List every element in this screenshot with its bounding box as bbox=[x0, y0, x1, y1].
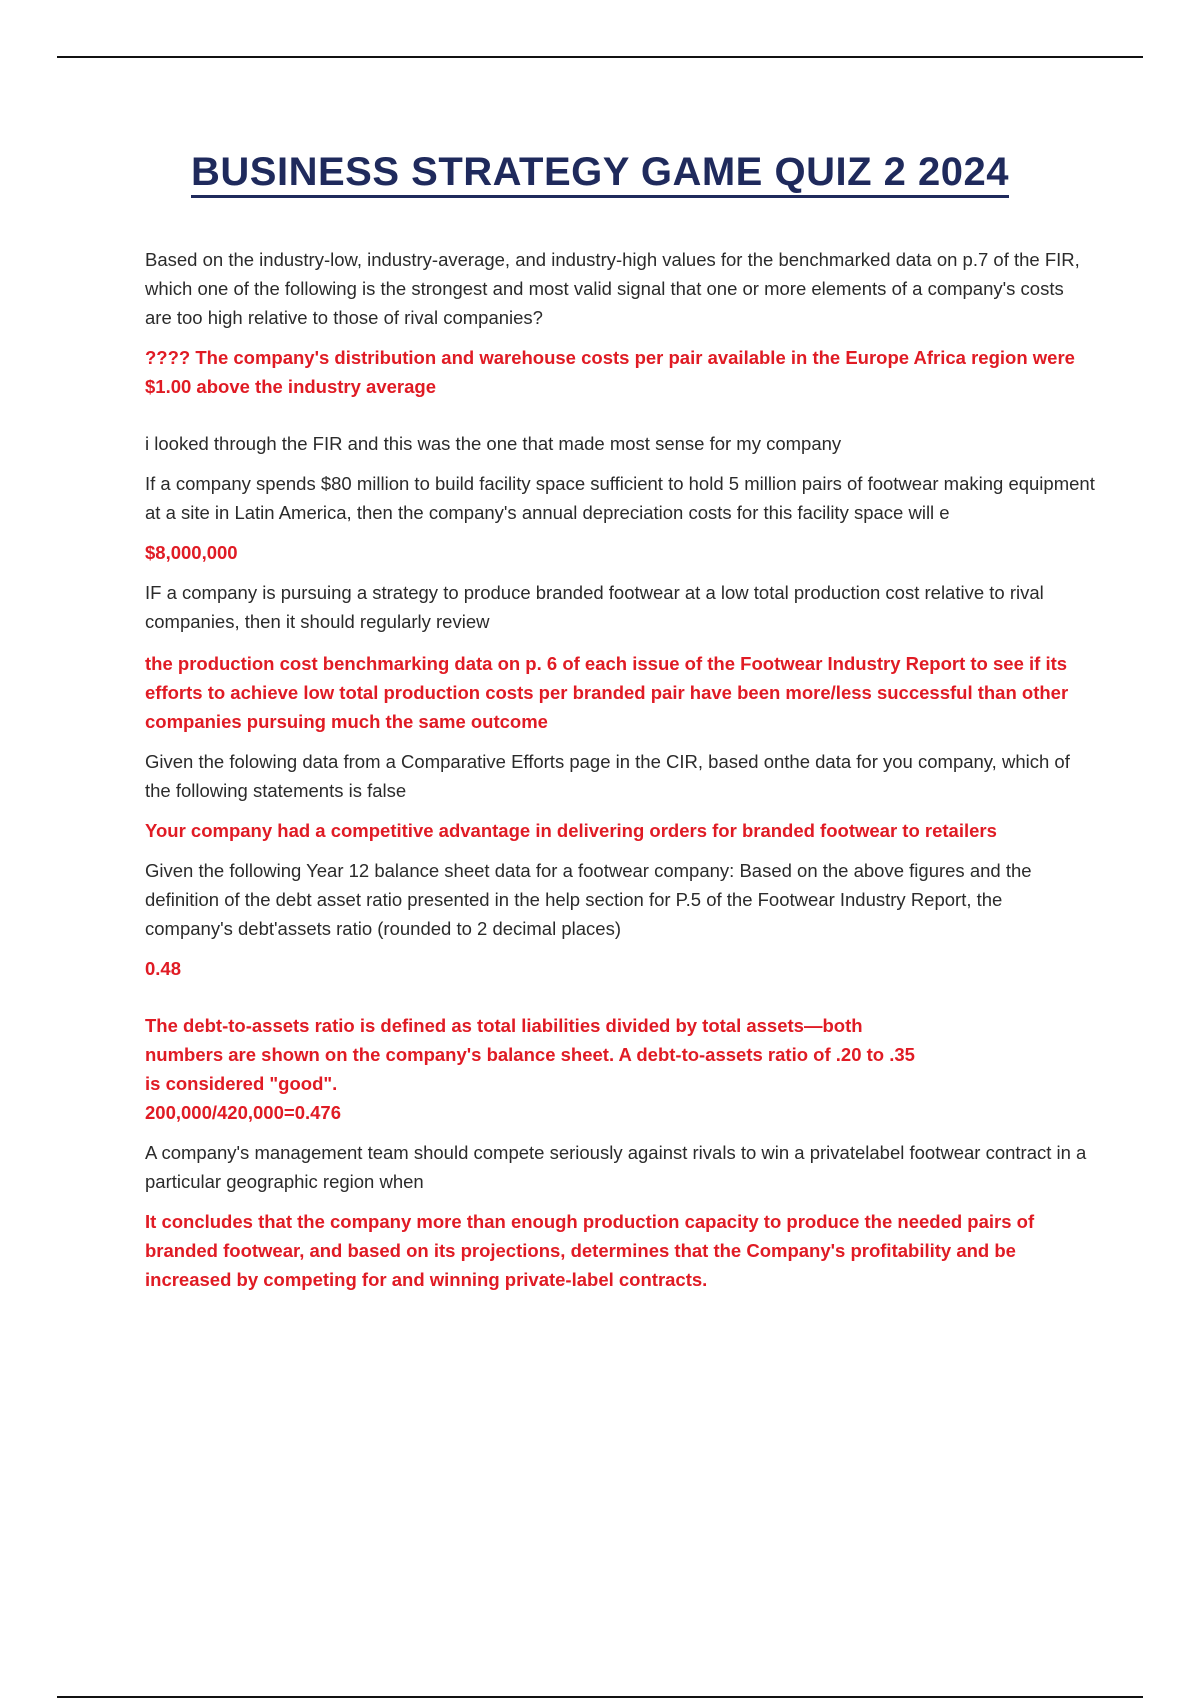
question-6: A company's management team should compete seriously against rivals to win a privatelabel footwear contract in a particular geographic region when bbox=[145, 1142, 1087, 1192]
explanation-5 bbox=[145, 1011, 1095, 1127]
explanation-line: The debt-to-assets ratio is defined as total liabilities divided by total assets—both bbox=[145, 1015, 863, 1036]
answer-1: ???? The company's distribution and warehouse costs per pair available in the Europe Africa region were $1.00 above the industry average bbox=[145, 347, 1075, 397]
question-3: IF a company is pursuing a strategy to produce branded footwear at a low total production cost relative to rival companies, then it should regularly review bbox=[145, 582, 1044, 632]
explanation-line: 200,000/420,000=0.476 bbox=[145, 1102, 341, 1123]
answer-5: 0.48 bbox=[145, 958, 182, 979]
top-rule bbox=[57, 56, 1143, 58]
explanation-line: numbers are shown on the company's balance sheet. A debt-to-assets ratio of .20 to .35 bbox=[145, 1044, 915, 1065]
answer-3: the production cost benchmarking data on p. 6 of each issue of the Footwear Industry Report to see if its efforts to achieve low total production costs per branded pair have been more/less successful than other companies pursuing much the same outcome bbox=[145, 653, 1069, 732]
question-5: Given the following Year 12 balance sheet data for a footwear company: Based on the above figures and the definition of the debt asset ratio presented in the help section for P.5 of the Footwear Industry Report, the company's debt'assets ratio (rounded to 2 decimal places) bbox=[145, 860, 1032, 939]
question-1: Based on the industry-low, industry-average, and industry-high values for the benchmarked data on p.7 of the FIR, which one of the following is the strongest and most valid signal that one or more elements of a company's costs are too high relative to those of rival companies? bbox=[145, 249, 1080, 328]
explanation-line: is considered "good". bbox=[145, 1073, 338, 1094]
question-2: If a company spends $80 million to build facility space sufficient to hold 5 million pairs of footwear making equipment at a site in Latin America, then the company's annual depreciation costs for this facility space will e bbox=[145, 473, 1095, 523]
quiz-content bbox=[145, 245, 1095, 1294]
bottom-rule bbox=[57, 1696, 1143, 1698]
question-4: Given the folowing data from a Comparative Efforts page in the CIR, based onthe data for you company, which of the following statements is false bbox=[145, 751, 1070, 801]
answer-2: $8,000,000 bbox=[145, 542, 238, 563]
answer-4: Your company had a competitive advantage in delivering orders for branded footwear to retailers bbox=[145, 820, 997, 841]
note-1: i looked through the FIR and this was the one that made most sense for my company bbox=[145, 433, 842, 454]
answer-6: It concludes that the company more than enough production capacity to produce the needed pairs of branded footwear, and based on its projections, determines that the Company's profitability and be increased by competing for and winning private-label contracts. bbox=[145, 1211, 1035, 1290]
document-title: BUSINESS STRATEGY GAME QUIZ 2 2024 bbox=[0, 150, 1200, 198]
